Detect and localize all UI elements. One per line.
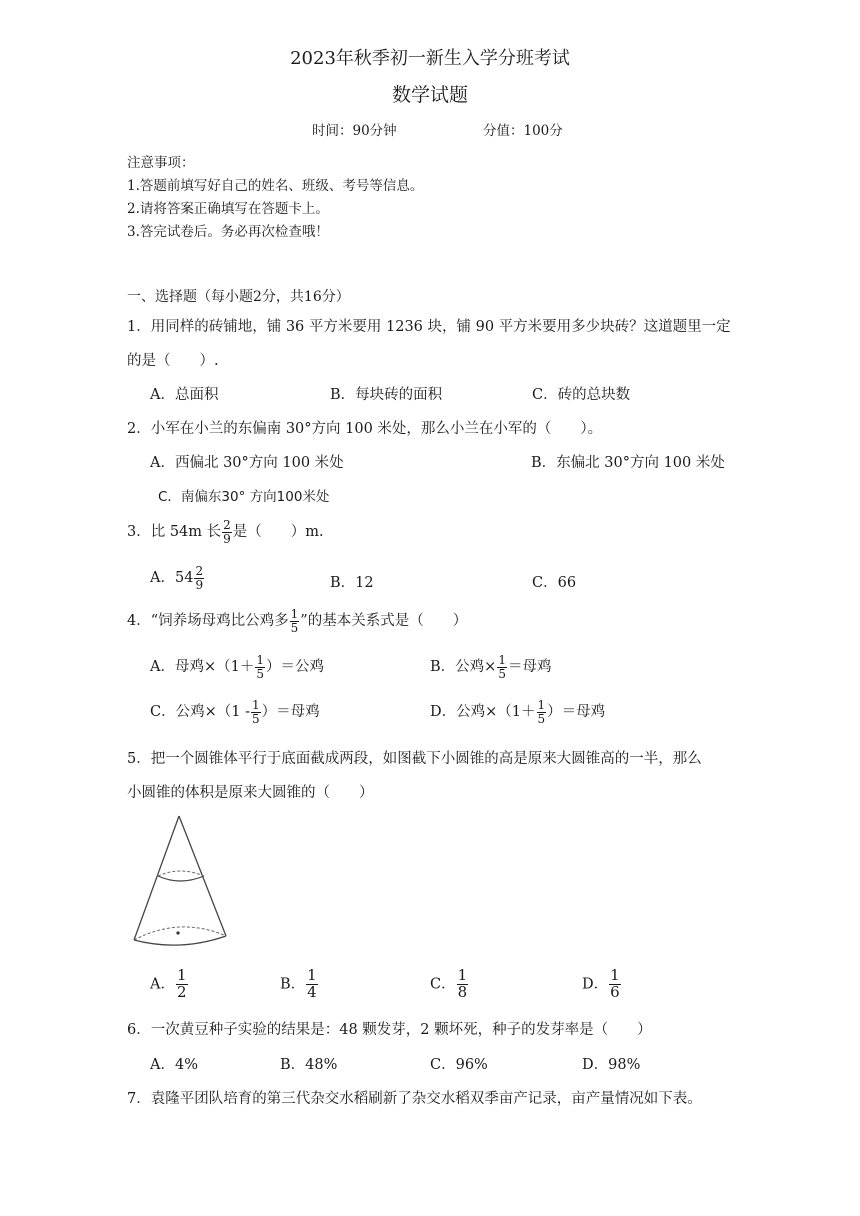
question-3-option-c: C．66	[532, 575, 577, 591]
notes-item: 3.答完试卷后。务必再次检查哦！	[127, 224, 329, 240]
question-1-option-b: B．每块砖的面积	[330, 387, 443, 403]
question-5-text-cont: 小圆锥的体积是原来大圆锥的（ ）	[127, 785, 374, 801]
notes-item: 2.请将答案正确填写在答题卡上。	[127, 201, 329, 217]
question-7-text: 7．袁隆平团队培育的第三代杂交水稻刷新了杂交水稻双季亩产记录，亩产量情况如下表。	[127, 1091, 702, 1107]
question-4-option-b: B．公鸡× $\frac{1}{5}$ ＝母鸡	[430, 653, 552, 681]
fraction: $\frac{2}{9}$	[195, 564, 204, 592]
question-5-option-c: C． $\frac{1}{8}$	[430, 966, 468, 1001]
question-4-text: 4．“饲养场母鸡比公鸡多 $\frac{1}{5}$ ”的基本关系式是（ ）	[127, 607, 468, 635]
fraction: $\frac{1}{8}$	[457, 966, 468, 1001]
fraction: $\frac{1}{5}$	[498, 653, 506, 681]
question-3-post: 是（ ）m.	[232, 524, 324, 541]
base-front-arc	[134, 936, 226, 945]
cut-front-arc	[158, 876, 204, 881]
question-1-option-c: C．砖的总块数	[532, 387, 631, 403]
notes-item: 1.答题前填写好自己的姓名、班级、考号等信息。	[127, 178, 424, 194]
question-1-text-cont: 的是（ ）.	[127, 353, 219, 369]
fraction: $\frac{1}{2}$	[176, 966, 187, 1001]
exam-time: 时间：90分钟	[312, 123, 397, 139]
question-6-text: 6．一次黄豆种子实验的结果是：48 颗发芽，2 颗坏死，种子的发芽率是（ ）	[127, 1022, 652, 1038]
question-3-pre: 3．比 54m 长	[127, 524, 222, 541]
question-4-option-a: A．母鸡×（1＋ $\frac{1}{5}$ ）＝公鸡	[150, 653, 324, 681]
question-1-text: 1．用同样的砖铺地，铺 36 平方米要用 1236 块，铺 90 平方米要用多少块砖？这道题里一定	[127, 319, 731, 335]
base-center-dot	[176, 931, 179, 934]
section-title: 一、选择题（每小题2分，共16分）	[127, 289, 350, 305]
question-3-option-b: B．12	[330, 575, 374, 591]
fraction: $\frac{1}{5}$	[251, 698, 260, 726]
question-6-option-a: A．4%	[150, 1057, 198, 1073]
fraction: $\frac{1}{5}$	[256, 653, 264, 681]
cone-figure	[126, 812, 236, 952]
fraction: $\frac{1}{4}$	[307, 966, 317, 1001]
question-6-option-b: B．48%	[280, 1057, 338, 1073]
question-5-option-a: A． $\frac{1}{2}$	[150, 966, 187, 1001]
question-4-option-d: D．公鸡×（1＋ $\frac{1}{5}$ ）＝母鸡	[430, 698, 606, 726]
base-back-arc	[134, 927, 226, 940]
question-2-text: 2．小军在小兰的东偏南 30°方向 100 米处，那么小兰在小军的（ ）。	[127, 421, 603, 437]
notes-heading: 注意事项：	[127, 155, 195, 171]
question-2-option-a: A．西偏北 30°方向 100 米处	[150, 455, 344, 471]
question-6-option-c: C．96%	[430, 1057, 488, 1073]
question-6-option-d: D．98%	[582, 1057, 641, 1073]
fraction: $\frac{1}{5}$	[537, 698, 546, 726]
question-5-option-b: B． $\frac{1}{4}$	[280, 966, 317, 1001]
question-3-text	[127, 519, 324, 545]
cut-back-arc	[158, 871, 204, 876]
fraction: $\frac{1}{6}$	[610, 966, 620, 1001]
exam-title: 2023年秋季初一新生入学分班考试	[290, 48, 570, 69]
cone-left-edge	[134, 816, 179, 940]
question-4-option-c: C．公鸡×（1 - $\frac{1}{5}$ ）＝母鸡	[150, 698, 320, 726]
question-3-option-a: A．54 $\frac{2}{9}$	[150, 564, 204, 592]
question-2-option-c: C．南偏东30° 方向100米处	[158, 489, 330, 505]
exam-score: 分值：100分	[483, 123, 563, 139]
question-5-option-d: D． $\frac{1}{6}$	[582, 966, 620, 1001]
question-1-option-a: A．总面积	[150, 387, 219, 403]
question-5-text: 5．把一个圆锥体平行于底面截成两段，如图截下小圆锥的高是原来大圆锥高的一半，那么	[127, 751, 702, 767]
exam-subtitle: 数学试题	[391, 84, 468, 106]
question-2-option-b: B．东偏北 30°方向 100 米处	[531, 455, 725, 471]
fraction: $\frac{1}{5}$	[290, 607, 299, 635]
fraction: $\frac{2}{9}$	[223, 518, 231, 546]
